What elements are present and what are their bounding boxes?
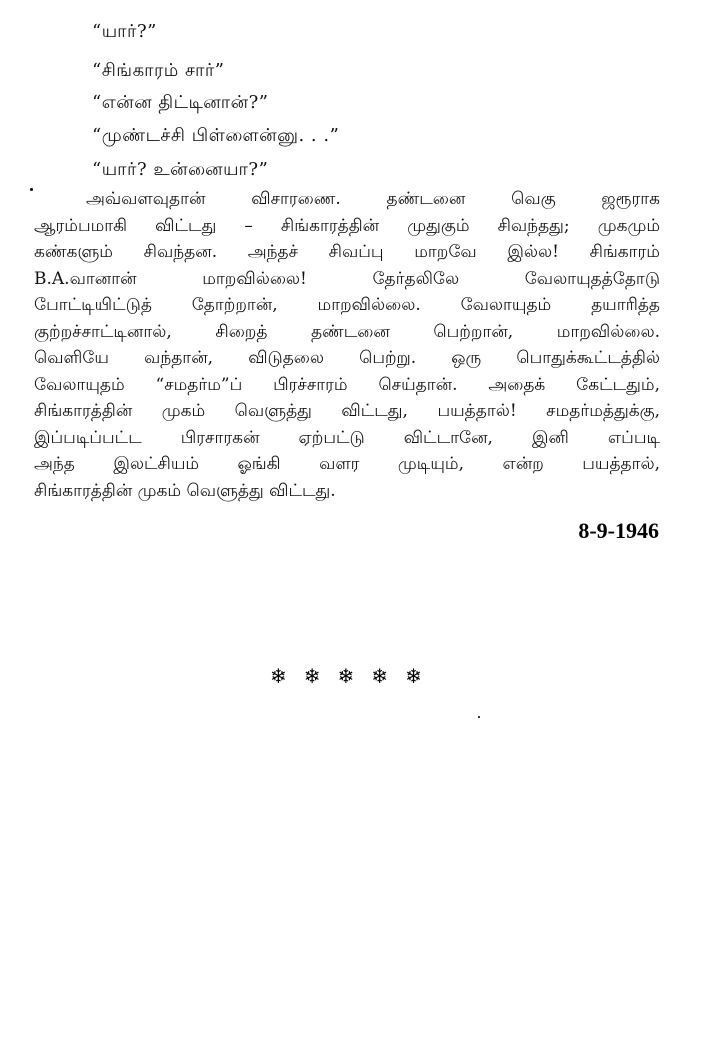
snowflake-icon: ❄ xyxy=(270,664,287,688)
paragraph-line: கண்களும் சிவந்தன. அந்தச் சிவப்பு மாறவே இல்ல! சிங்காரம் xyxy=(34,242,660,262)
dialogue-line-singaram-sir: “சிங்காரம் சார்” xyxy=(92,60,225,81)
paragraph-line: இப்படிப்பட்ட பிரசாரகன் ஏற்பட்டு விட்டானே, இனி எப்படி xyxy=(34,427,660,448)
paragraph-line: குற்றச்சாட்டினால், சிறைத் தண்டனை பெற்றான், மாறவில்லை. xyxy=(34,321,660,342)
paragraph-line: அந்த இலட்சியம் ஓங்கி வளர முடியும், என்ற பயத்தால், xyxy=(34,454,660,474)
snowflake-icon: ❄ xyxy=(303,664,321,688)
scan-speck xyxy=(478,716,480,718)
paragraph-line: ஆரம்பமாகி விட்டது – சிங்காரத்தின் முதுகும் சிவந்தது; முகமும் xyxy=(34,215,660,236)
chapter-date: 8-9-1946 xyxy=(578,518,659,543)
dialogue-line-widow-child: “முண்டச்சி பிள்ளைன்னு. . .” xyxy=(92,125,340,146)
snowflake-icon: ❄ xyxy=(405,664,422,688)
body-paragraph xyxy=(34,186,660,504)
dialogue-line-who-you: “யார்? உன்னையா?” xyxy=(92,159,269,180)
scan-speck xyxy=(30,188,33,191)
snowflake-icon: ❄ xyxy=(337,664,355,688)
snowflake-icon: ❄ xyxy=(371,664,389,688)
paragraph-line: போட்டியிட்டுத் தோற்றான், மாறவில்லை. வேலாயுதம் தயாரித்த xyxy=(34,295,660,315)
paragraph-line: வெளியே வந்தான், விடுதலை பெற்று. ஒரு பொதுக்கூட்டத்தில் xyxy=(34,348,660,368)
dialogue-line-what-scolded: “என்ன திட்டினான்?” xyxy=(92,92,269,113)
paragraph-line: வேலாயுதம் “சமதர்ம”ப் பிரச்சாரம் செய்தான். அதைக் கேட்டதும், xyxy=(34,374,660,395)
paragraph-line: B.A.வானான் மாறவில்லை! தேர்தலிலே வேலாயுதத்தோடு xyxy=(34,268,660,289)
dialogue-line-who: “யார்?” xyxy=(92,21,157,42)
paragraph-line: சிங்காரத்தின் முகம் வெளுத்து விட்டது. xyxy=(34,480,336,501)
section-divider-ornament xyxy=(270,664,422,688)
paragraph-line: அவ்வளவுதான் விசாரணை. தண்டனை வெகு ஜரூராக xyxy=(86,189,660,209)
paragraph-line: சிங்காரத்தின் முகம் வெளுத்து விட்டது, பயத்தால்! சமதர்மத்துக்கு, xyxy=(34,401,660,421)
